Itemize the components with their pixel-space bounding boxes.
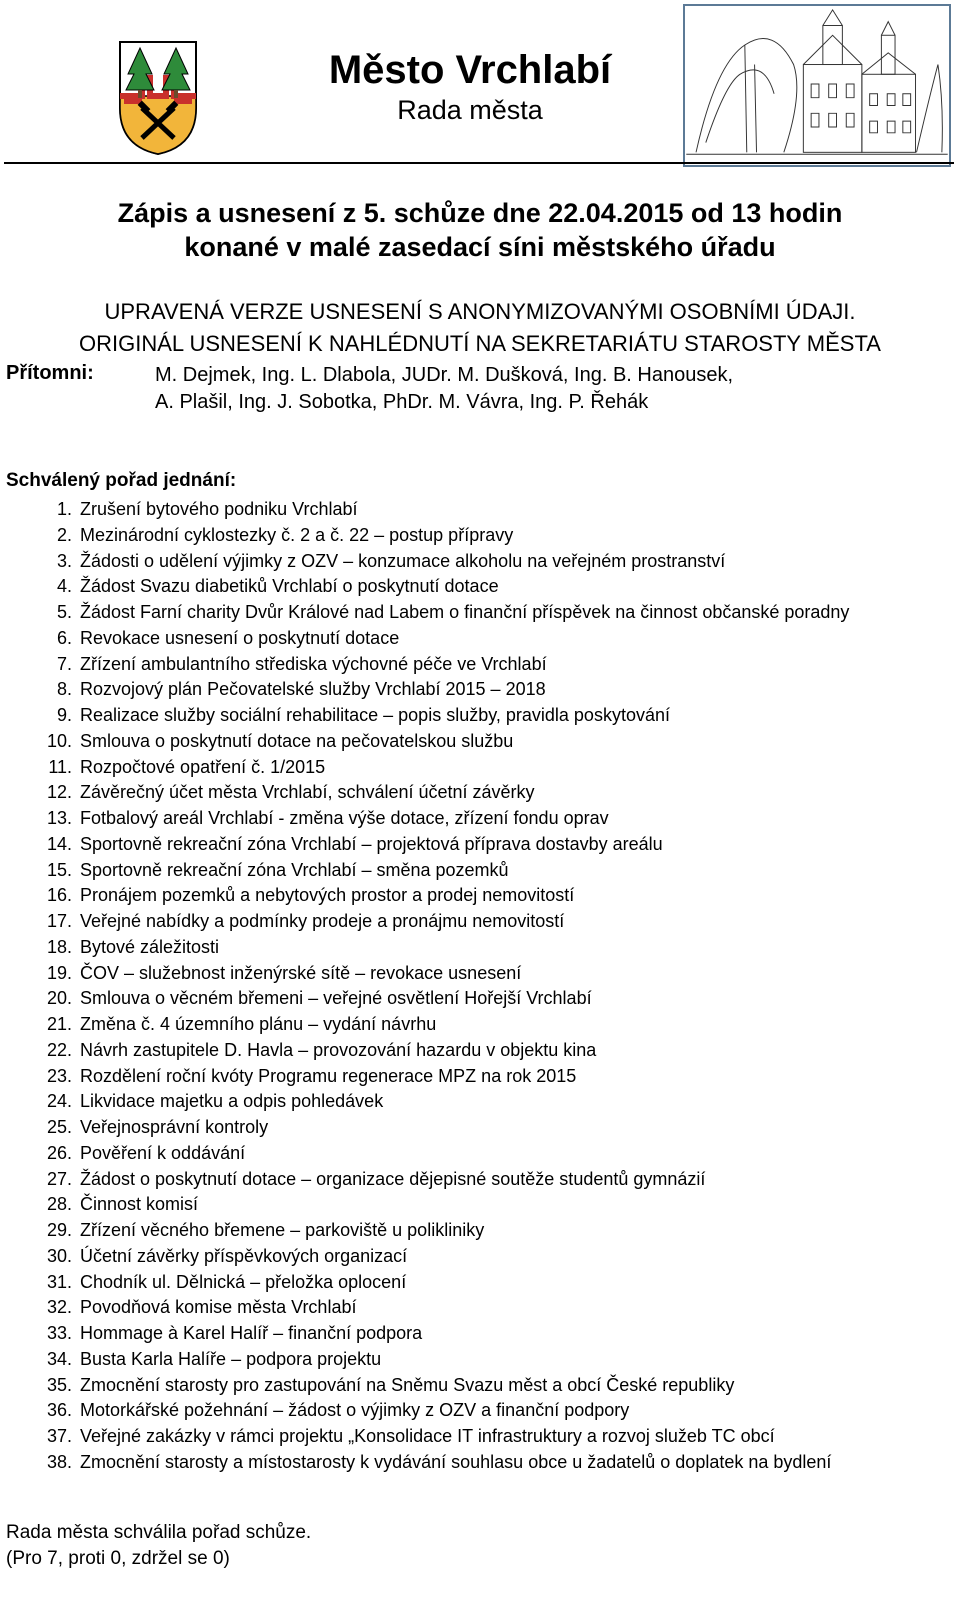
header-divider	[4, 162, 954, 164]
meeting-title-line2: konané v malé zasedací síni městského úřadu	[184, 232, 776, 262]
castle-illustration-icon	[683, 4, 951, 167]
agenda-item-text: Žádost Farní charity Dvůr Králové nad Labem o finanční příspěvek na činnost občanské poradny	[80, 602, 850, 622]
agenda-item-text: Žádost o poskytnutí dotace – organizace dějepisné soutěže studentů gymnázií	[80, 1168, 706, 1189]
agenda-item	[0, 961, 960, 987]
document-header	[0, 0, 960, 170]
agenda-item	[0, 1373, 960, 1399]
agenda-item-text: Fotbalový areál Vrchlabí - změna výše dotace, zřízení fondu oprav	[80, 808, 609, 828]
meeting-title	[0, 196, 960, 264]
agenda-item-number: 27.	[46, 1168, 72, 1189]
agenda-item-number: 26.	[46, 1142, 72, 1163]
agenda-item-number: 7.	[56, 653, 72, 674]
agenda-item-text: Rozpočtové opatření č. 1/2015	[80, 756, 326, 777]
notice-line2: ORIGINÁL USNESENÍ K NAHLÉDNUTÍ NA SEKRETARIÁTU STAROSTY MĚSTA	[79, 331, 881, 356]
agenda-item-text: Veřejné zakázky v rámci projektu „Konsolidace IT infrastruktury a rozvoj služeb TC obcí	[80, 1426, 775, 1446]
agenda-item-number: 25.	[46, 1117, 72, 1137]
approval-note	[6, 1520, 311, 1572]
agenda-item-number: 3.	[56, 550, 72, 571]
present-names-line2: A. Plašil, Ing. J. Sobotka, PhDr. M. Vávra, Ing. P. Řehák	[155, 391, 649, 413]
agenda-item-text: Pronájem pozemků a nebytových prostor a prodej nemovitostí	[80, 885, 575, 906]
agenda-item	[0, 1347, 960, 1373]
agenda-item	[0, 1295, 960, 1321]
agenda-item-number: 37.	[46, 1426, 72, 1446]
council-name: Rada města	[397, 95, 543, 125]
agenda-item-text: Bytové záležitosti	[80, 936, 220, 957]
agenda-item-number: 30.	[46, 1245, 72, 1266]
agenda-item-number: 35.	[46, 1374, 72, 1395]
agenda-item-number: 28.	[46, 1194, 72, 1215]
agenda-item-text: Zmocnění starosty pro zastupování na Sněmu Svazu měst a obcí České republiky	[80, 1374, 735, 1395]
agenda-item	[0, 626, 960, 652]
agenda-item	[0, 677, 960, 703]
present-names	[155, 362, 955, 416]
agenda-item-number: 38.	[46, 1451, 72, 1472]
agenda-item-number: 31.	[46, 1271, 72, 1292]
agenda-title: Schválený pořad jednání:	[6, 470, 237, 491]
agenda-item-number: 13.	[46, 808, 72, 828]
agenda-item-text: Smlouva o poskytnutí dotace na pečovatelskou službu	[80, 730, 514, 751]
agenda-item	[0, 497, 960, 523]
agenda-item-text: Povodňová komise města Vrchlabí	[80, 1297, 357, 1318]
agenda-item-number: 8.	[56, 679, 72, 700]
agenda-item	[0, 909, 960, 935]
agenda-item	[0, 1141, 960, 1167]
agenda-item	[0, 1321, 960, 1347]
present-label: Přítomni:	[6, 362, 94, 384]
agenda-item-number: 4.	[56, 576, 72, 597]
agenda-item-text: Zřízení věcného břemene – parkoviště u polikliniky	[80, 1220, 485, 1240]
agenda-item	[0, 1424, 960, 1450]
agenda-list	[0, 497, 960, 1476]
agenda-item-number: 10.	[46, 730, 72, 751]
agenda-item-text: Veřejné nabídky a podmínky prodeje a pronájmu nemovitostí	[80, 911, 565, 931]
city-coat-of-arms-icon	[112, 38, 204, 156]
agenda-item-text: Činnost komisí	[80, 1194, 199, 1215]
agenda-item-text: Zřízení ambulantního střediska výchovné péče ve Vrchlabí	[80, 653, 547, 674]
agenda-item-number: 29.	[46, 1220, 72, 1240]
agenda-item	[0, 806, 960, 832]
agenda-item-number: 17.	[46, 911, 72, 931]
agenda-item	[0, 703, 960, 729]
agenda-item	[0, 986, 960, 1012]
agenda-item-number: 24.	[46, 1091, 72, 1112]
agenda-item	[0, 1089, 960, 1115]
agenda-item	[0, 1038, 960, 1064]
agenda-item-text: Sportovně rekreační zóna Vrchlabí – projektová příprava dostavby areálu	[80, 833, 663, 854]
agenda-item-text: Busta Karla Halíře – podpora projektu	[80, 1348, 382, 1369]
agenda-item-text: Účetní závěrky příspěvkových organizací	[80, 1245, 408, 1266]
agenda-item-text: Hommage à Karel Halíř – finanční podpora	[80, 1323, 423, 1343]
agenda-item	[0, 1192, 960, 1218]
agenda-item-text: Motorkářské požehnání – žádost o výjimky z OZV a finanční podpory	[80, 1400, 630, 1421]
agenda-item	[0, 574, 960, 600]
agenda-item	[0, 652, 960, 678]
agenda-item	[0, 1218, 960, 1244]
agenda-item	[0, 1398, 960, 1424]
agenda-item	[0, 883, 960, 909]
vote-result: (Pro 7, proti 0, zdržel se 0)	[6, 1548, 230, 1569]
agenda-item-number: 12.	[46, 782, 72, 803]
agenda-item	[0, 858, 960, 884]
agenda-item	[0, 1244, 960, 1270]
agenda-item-text: Změna č. 4 územního plánu – vydání návrhu	[80, 1014, 437, 1034]
city-name: Město Vrchlabí	[328, 48, 612, 92]
agenda-item-number: 1.	[56, 499, 72, 519]
agenda-item	[0, 1167, 960, 1193]
agenda-item	[0, 935, 960, 961]
agenda-item-number: 2.	[56, 524, 72, 545]
agenda-item-text: Žádosti o udělení výjimky z OZV – konzumace alkoholu na veřejném prostranství	[80, 550, 726, 571]
agenda-item-number: 36.	[46, 1400, 72, 1421]
agenda-item-text: Pověření k oddávání	[80, 1142, 246, 1163]
agenda-item	[0, 1115, 960, 1141]
agenda-item-number: 16.	[46, 885, 72, 906]
agenda-item	[0, 1064, 960, 1090]
meeting-title-line1: Zápis a usnesení z 5. schůze dne 22.04.2015 od 13 hodin	[117, 198, 843, 228]
agenda-item	[0, 1450, 960, 1476]
agenda-item-number: 22.	[46, 1039, 72, 1060]
agenda-item	[0, 832, 960, 858]
agenda-item-number: 11.	[48, 756, 72, 777]
agenda-item-text: Revokace usnesení o poskytnutí dotace	[80, 627, 400, 648]
agenda-item-number: 19.	[46, 962, 72, 983]
agenda-item-number: 20.	[46, 988, 72, 1009]
agenda-item	[0, 549, 960, 575]
agenda-item-number: 18.	[46, 936, 72, 957]
agenda-item-text: Realizace služby sociální rehabilitace – popis služby, pravidla poskytování	[80, 705, 670, 725]
agenda-item-number: 14.	[46, 833, 72, 854]
agenda-item	[0, 1012, 960, 1038]
agenda-item	[0, 1270, 960, 1296]
agenda-item-text: Návrh zastupitele D. Havla – provozování hazardu v objektu kina	[80, 1039, 597, 1060]
agenda-item	[0, 600, 960, 626]
agenda-item-text: Žádost Svazu diabetiků Vrchlabí o poskytnutí dotace	[80, 576, 499, 597]
agenda-item-number: 15.	[46, 859, 72, 880]
agenda-item	[0, 729, 960, 755]
agenda-item-number: 5.	[56, 602, 72, 622]
agenda-item-number: 32.	[46, 1297, 72, 1318]
agenda-item-text: Rozvojový plán Pečovatelské služby Vrchlabí 2015 – 2018	[80, 679, 546, 700]
agenda-item-number: 9.	[56, 705, 72, 725]
agenda-item-number: 6.	[56, 627, 72, 648]
agenda-item-text: ČOV – služebnost inženýrské sítě – revokace usnesení	[80, 962, 522, 983]
agenda-item-text: Sportovně rekreační zóna Vrchlabí – směna pozemků	[80, 859, 509, 880]
agenda-item-number: 33.	[46, 1323, 72, 1343]
present-names-line1: M. Dejmek, Ing. L. Dlabola, JUDr. M. Dušková, Ing. B. Hanousek,	[155, 364, 734, 386]
agenda-item-text: Závěrečný účet města Vrchlabí, schválení účetní závěrky	[80, 782, 535, 803]
agenda-item-text: Zmocnění starosty a místostarosty k vydávání souhlasu obce u žadatelů o doplatek na bydlení	[80, 1451, 832, 1472]
approval-line1: Rada města schválila pořad schůze.	[6, 1522, 312, 1543]
agenda-item-text: Rozdělení roční kvóty Programu regenerace MPZ na rok 2015	[80, 1065, 577, 1086]
agenda-item	[0, 523, 960, 549]
agenda-item	[0, 780, 960, 806]
agenda-item-number: 23.	[46, 1065, 72, 1086]
agenda-item-text: Mezinárodní cyklostezky č. 2 a č. 22 – postup přípravy	[80, 524, 514, 545]
agenda-item-number: 21.	[46, 1014, 72, 1034]
agenda-item-text: Chodník ul. Dělnická – přeložka oplocení	[80, 1271, 407, 1292]
agenda-item-number: 34.	[46, 1348, 72, 1369]
agenda-item-text: Veřejnosprávní kontroly	[80, 1117, 269, 1137]
notice-line1: UPRAVENÁ VERZE USNESENÍ S ANONYMIZOVANÝMI OSOBNÍMI ÚDAJI.	[104, 299, 856, 324]
agenda-item-text: Smlouva o věcném břemeni – veřejné osvětlení Hořejší Vrchlabí	[80, 988, 592, 1009]
agenda-item-text: Likvidace majetku a odpis pohledávek	[80, 1091, 384, 1112]
agenda-item	[0, 755, 960, 781]
anonymization-notice	[0, 296, 960, 360]
agenda-item-text: Zrušení bytového podniku Vrchlabí	[80, 499, 358, 519]
